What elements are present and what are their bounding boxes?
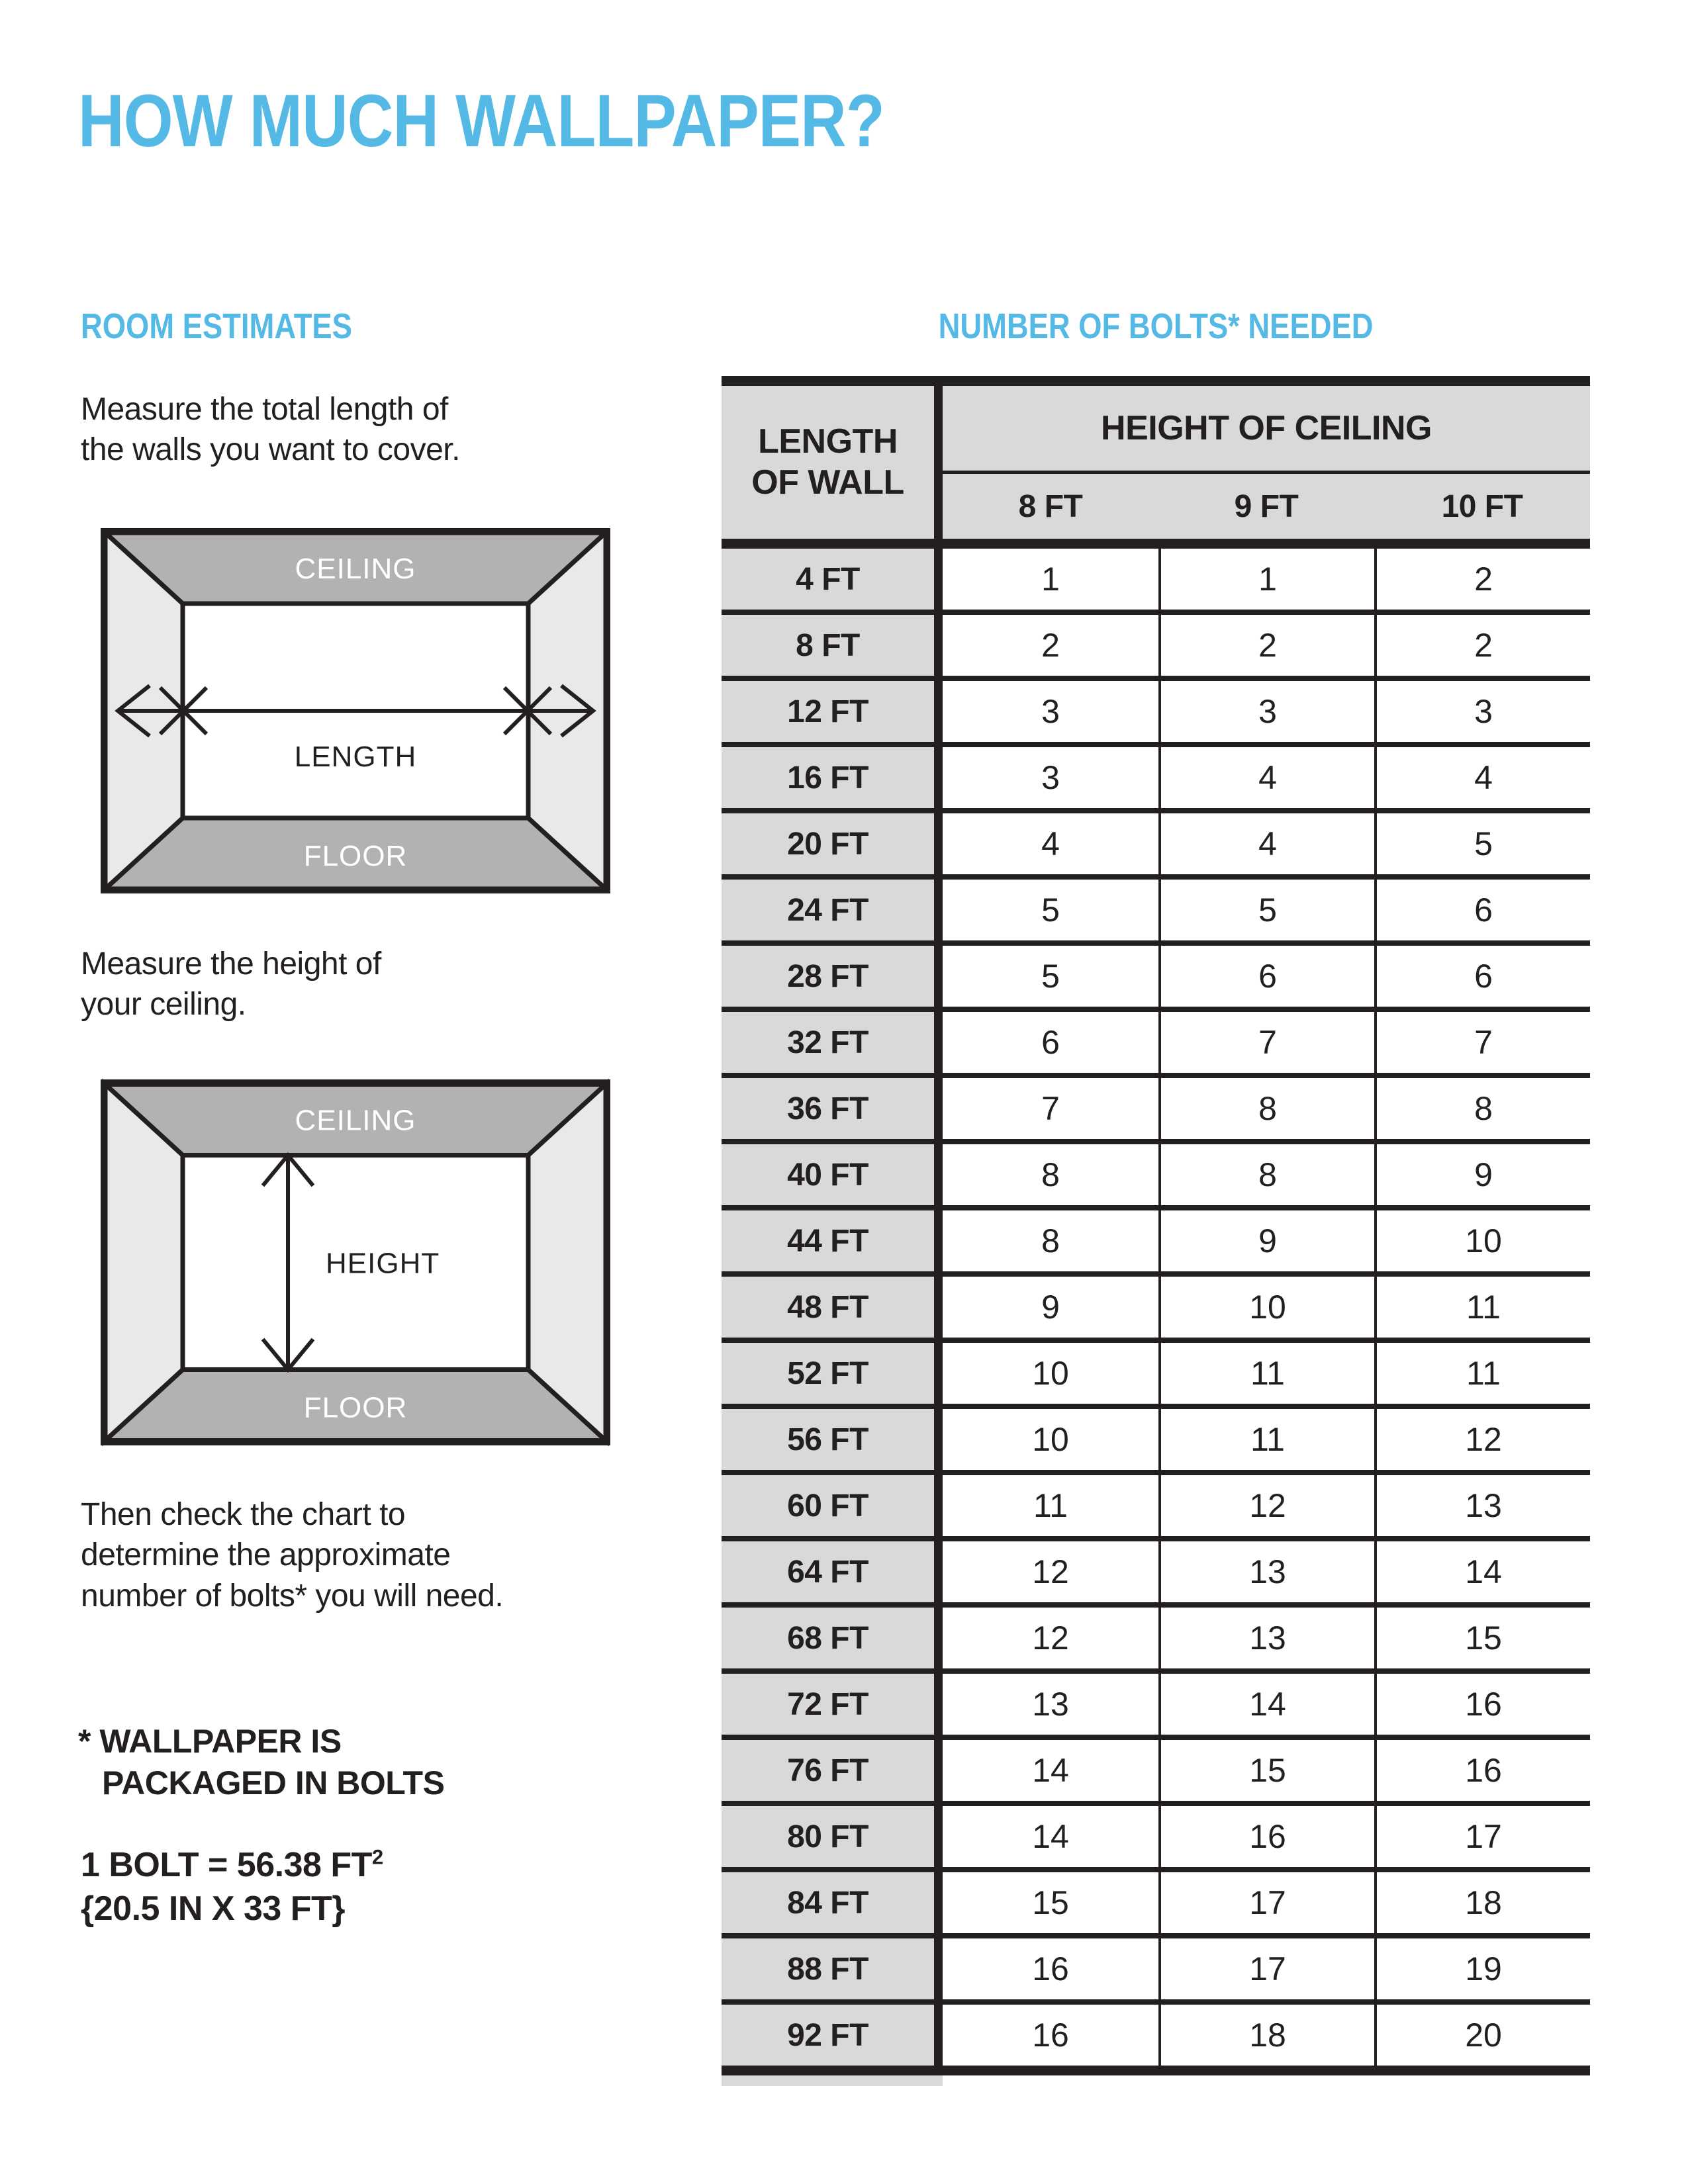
bolt-count-cell: 11 <box>1374 1343 1590 1404</box>
bolt-count-cell: 11 <box>1158 1409 1374 1470</box>
table-row <box>722 681 1590 747</box>
wallpaper-bolts-footnote <box>78 1721 444 1804</box>
row-length-label: 88 FT <box>722 1938 943 1999</box>
bolt-count-cell: 11 <box>1374 1277 1590 1338</box>
table-header <box>722 386 1590 539</box>
row-length-label: 92 FT <box>722 2005 943 2066</box>
bolt-count-cell: 18 <box>1374 1872 1590 1933</box>
table-row <box>722 1409 1590 1475</box>
table-row <box>722 1608 1590 1674</box>
step1-line2: the walls you want to cover. <box>81 432 460 468</box>
bolt-count-cell: 12 <box>1032 1619 1069 1657</box>
bolt-count-cell: 4 <box>1158 747 1374 808</box>
table-row <box>722 1806 1590 1872</box>
bolt-count-cell: 3 <box>1041 759 1060 796</box>
bolt-count-cell: 4 <box>1041 825 1060 862</box>
bolt-count-cell: 5 <box>1374 813 1590 874</box>
bolt-size-text: 1 BOLT = 56.38 FT <box>81 1846 372 1884</box>
table-row <box>722 1277 1590 1343</box>
table-row <box>722 1012 1590 1078</box>
floor-label: FLOOR <box>303 840 408 872</box>
bolt-count-cell: 14 <box>1374 1541 1590 1602</box>
bolt-count-cell: 2 <box>1374 549 1590 610</box>
table-row <box>722 1740 1590 1806</box>
row-length-label: 36 FT <box>722 1078 943 1139</box>
bolt-count-cell: 10 <box>1158 1277 1374 1338</box>
bolt-count-cell: 2 <box>1158 615 1374 676</box>
bolt-size-line1 <box>81 1844 383 1888</box>
bolt-count-cell: 12 <box>1158 1475 1374 1536</box>
bolt-count-cell: 5 <box>1041 891 1060 929</box>
bolt-count-cell: 15 <box>1374 1608 1590 1668</box>
bolt-count-cell: 8 <box>1158 1078 1374 1139</box>
table-row <box>722 1674 1590 1740</box>
page-title: HOW MUCH WALLPAPER? <box>78 79 884 162</box>
step3-line2: determine the approximate <box>81 1537 451 1573</box>
length-of-wall-line2: OF WALL <box>751 463 904 502</box>
bolt-count-cell: 14 <box>1032 1752 1069 1789</box>
bolt-count-cell: 5 <box>1158 880 1374 940</box>
height-label: HEIGHT <box>326 1247 440 1280</box>
bolt-count-cell: 9 <box>1158 1210 1374 1271</box>
step2-line2: your ceiling. <box>81 987 246 1023</box>
table-bottom-gray-stub <box>722 2075 943 2086</box>
bolt-count-cell: 17 <box>1158 1938 1374 1999</box>
bolt-count-cell: 7 <box>1374 1012 1590 1073</box>
bolt-count-cell: 15 <box>1158 1740 1374 1801</box>
row-length-label: 20 FT <box>722 813 943 874</box>
bolt-count-cell: 16 <box>1374 1740 1590 1801</box>
table-header-divider <box>722 539 1590 549</box>
row-length-label: 40 FT <box>722 1144 943 1205</box>
bolt-count-cell: 6 <box>1374 880 1590 940</box>
table-row <box>722 549 1590 615</box>
room-length-diagram <box>101 528 610 893</box>
bolt-count-cell: 11 <box>1033 1487 1068 1524</box>
row-length-label: 68 FT <box>722 1608 943 1668</box>
bolt-count-cell: 19 <box>1374 1938 1590 1999</box>
bolt-count-cell: 1 <box>1041 561 1060 598</box>
table-row <box>722 1872 1590 1938</box>
table-row <box>722 1541 1590 1608</box>
bolt-count-cell: 10 <box>1032 1355 1069 1392</box>
bolt-count-cell: 10 <box>1374 1210 1590 1271</box>
table-row <box>722 880 1590 946</box>
bolt-count-cell: 16 <box>1158 1806 1374 1867</box>
step2-instruction <box>81 944 381 1025</box>
bolt-count-cell: 12 <box>1032 1553 1069 1590</box>
row-length-label: 56 FT <box>722 1409 943 1470</box>
table-row <box>722 1144 1590 1210</box>
bolt-count-cell: 8 <box>1158 1144 1374 1205</box>
bolt-size-superscript: 2 <box>371 1845 383 1869</box>
bolt-count-cell: 9 <box>1041 1289 1060 1326</box>
length-label: LENGTH <box>294 741 417 773</box>
row-length-label: 28 FT <box>722 946 943 1007</box>
bolt-count-cell: 17 <box>1374 1806 1590 1867</box>
bolt-count-cell: 4 <box>1158 813 1374 874</box>
bolt-count-cell: 5 <box>1041 958 1060 995</box>
row-length-label: 80 FT <box>722 1806 943 1867</box>
table-row <box>722 1078 1590 1144</box>
row-length-label: 16 FT <box>722 747 943 808</box>
step3-line1: Then check the chart to <box>81 1497 406 1532</box>
room-estimates-heading: ROOM ESTIMATES <box>81 306 352 346</box>
bolt-count-cell: 14 <box>1158 1674 1374 1735</box>
bolt-count-cell: 12 <box>1374 1409 1590 1470</box>
bolt-size-line2: {20.5 IN X 33 FT} <box>81 1889 346 1928</box>
bolt-count-cell: 15 <box>1032 1884 1069 1921</box>
ceiling-height-10ft-header: 10 FT <box>1441 488 1523 524</box>
row-length-label: 52 FT <box>722 1343 943 1404</box>
bolt-count-cell: 16 <box>1032 2017 1069 2054</box>
row-length-label: 48 FT <box>722 1277 943 1338</box>
bolt-count-cell: 13 <box>1158 1608 1374 1668</box>
table-row <box>722 813 1590 880</box>
bolts-needed-heading-text: NUMBER OF BOLTS* NEEDED <box>938 306 1374 346</box>
step1-line1: Measure the total length of <box>81 392 448 427</box>
row-length-label: 32 FT <box>722 1012 943 1073</box>
step3-instruction <box>81 1494 503 1616</box>
bolt-count-cell: 2 <box>1374 615 1590 676</box>
bolts-table-body <box>722 549 1590 2075</box>
table-row <box>722 946 1590 1012</box>
ceiling-height-subheader-row <box>943 474 1590 539</box>
ceiling-height-9ft-header: 9 FT <box>1234 488 1299 524</box>
bolt-size-info <box>81 1844 383 1931</box>
bolt-count-cell: 13 <box>1374 1475 1590 1536</box>
bolt-count-cell: 8 <box>1041 1156 1060 1193</box>
bolt-count-cell: 11 <box>1158 1343 1374 1404</box>
bolt-count-cell: 10 <box>1032 1421 1069 1458</box>
bolt-count-cell: 9 <box>1374 1144 1590 1205</box>
bolt-count-cell: 16 <box>1374 1674 1590 1735</box>
table-row <box>722 1343 1590 1409</box>
length-of-wall-line1: LENGTH <box>758 422 898 461</box>
bolt-count-cell: 8 <box>1041 1222 1060 1259</box>
bolt-count-cell: 8 <box>1374 1078 1590 1139</box>
bolt-count-cell: 18 <box>1158 2005 1374 2066</box>
bolt-count-cell: 6 <box>1374 946 1590 1007</box>
row-length-label: 44 FT <box>722 1210 943 1271</box>
ceiling-label: CEILING <box>295 553 416 585</box>
table-top-border <box>722 376 1590 386</box>
bolt-count-cell: 17 <box>1158 1872 1374 1933</box>
row-length-label: 76 FT <box>722 1740 943 1801</box>
bolt-count-cell: 2 <box>1041 627 1060 664</box>
step3-line3: number of bolts* you will need. <box>81 1578 504 1614</box>
bolt-count-cell: 7 <box>1158 1012 1374 1073</box>
table-row <box>722 2005 1590 2075</box>
table-row <box>722 1210 1590 1277</box>
bolt-count-cell: 7 <box>1041 1090 1060 1127</box>
bolt-count-cell: 3 <box>1374 681 1590 742</box>
footnote-line1: * WALLPAPER IS <box>78 1723 342 1760</box>
bolt-count-cell: 6 <box>1158 946 1374 1007</box>
row-length-label: 84 FT <box>722 1872 943 1933</box>
bolts-table <box>722 376 1590 2086</box>
bolt-count-cell: 3 <box>1041 693 1060 730</box>
row-length-label: 60 FT <box>722 1475 943 1536</box>
bolt-count-cell: 13 <box>1032 1686 1069 1723</box>
height-of-ceiling-header: HEIGHT OF CEILING <box>943 386 1590 474</box>
ceiling-height-header-group <box>943 386 1590 539</box>
table-row <box>722 1938 1590 2005</box>
table-row <box>722 747 1590 813</box>
bolt-count-cell: 4 <box>1374 747 1590 808</box>
row-length-label: 4 FT <box>722 549 943 610</box>
row-length-label: 64 FT <box>722 1541 943 1602</box>
table-row <box>722 1475 1590 1541</box>
row-length-label: 24 FT <box>722 880 943 940</box>
bolts-needed-heading <box>722 306 1590 347</box>
bolt-count-cell: 1 <box>1158 549 1374 610</box>
footnote-line2: PACKAGED IN BOLTS <box>102 1764 445 1801</box>
bolt-count-cell: 6 <box>1041 1024 1060 1061</box>
floor-label: FLOOR <box>303 1391 408 1424</box>
bolt-count-cell: 13 <box>1158 1541 1374 1602</box>
bolt-count-cell: 20 <box>1374 2005 1590 2066</box>
table-row <box>722 615 1590 681</box>
ceiling-label: CEILING <box>295 1104 416 1137</box>
bolt-count-cell: 16 <box>1032 1950 1069 1987</box>
row-length-label: 72 FT <box>722 1674 943 1735</box>
step2-line1: Measure the height of <box>81 946 381 981</box>
bolt-count-cell: 3 <box>1158 681 1374 742</box>
row-length-label: 12 FT <box>722 681 943 742</box>
ceiling-height-8ft-header: 8 FT <box>1018 488 1083 524</box>
bolt-count-cell: 14 <box>1032 1818 1069 1855</box>
room-height-diagram <box>101 1079 610 1446</box>
step1-instruction <box>81 389 460 471</box>
row-length-label: 8 FT <box>722 615 943 676</box>
length-of-wall-header <box>722 386 943 539</box>
